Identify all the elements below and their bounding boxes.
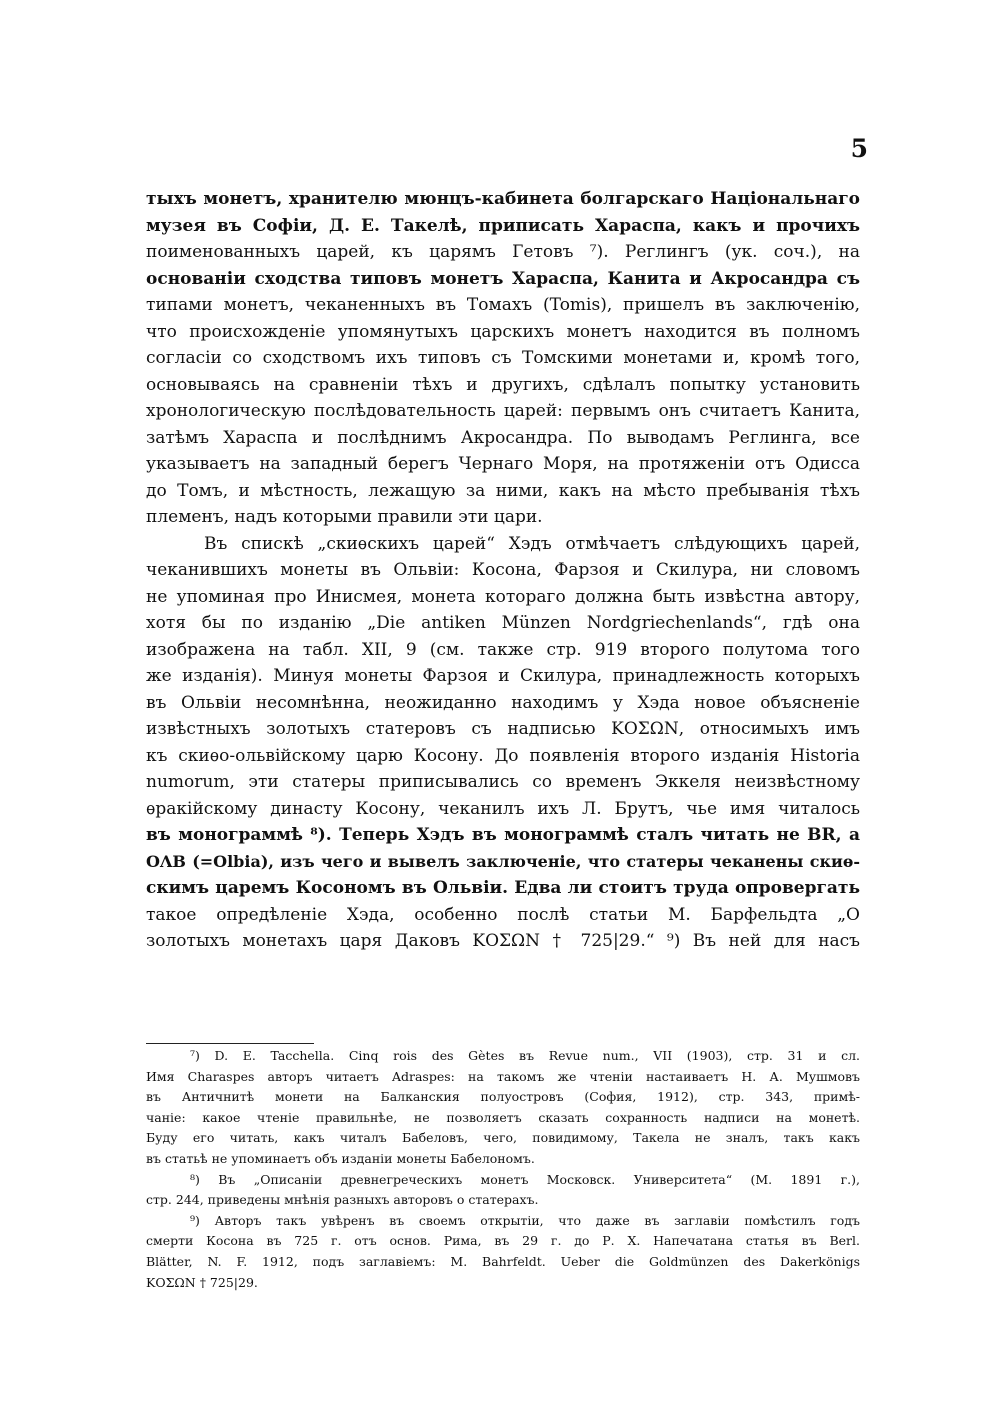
text-line: хотя бы по изданію „Die antiken Münzen Nordgriechenlands“, гдѣ она (146, 613, 860, 633)
text-line: же изданія). Минуя монеты Фарзоя и Скилура, принадлежность которыхъ (146, 666, 860, 686)
footnote-line: Blätter, N. F. 1912, подъ заглавіемъ: M. Bahrfeldt. Ueber die Goldmünzen des Dakerkönigs (146, 1253, 860, 1269)
text-line: OΛB (=Olbia), изъ чего и вывелъ заключеніе, что статеры чеканены скиѳ- (146, 851, 860, 871)
text-line: извѣстныхъ золотыхъ статеровъ съ надписью ΚΟΣΩΝ, относимыхъ имъ (146, 719, 860, 739)
footnote-line: ⁹) Авторъ такъ увѣренъ въ своемъ открытіи, что даже въ заглавіи помѣстилъ годъ (190, 1212, 860, 1228)
text-line: ѳракійскому династу Косону, чеканилъ ихъ Л. Брутъ, чье имя читалось (146, 798, 860, 819)
text-line: музея въ Софіи, Д. Е. Такелѣ, приписать Хараспа, какъ и прочихъ (146, 215, 860, 236)
footnote-separator (146, 1043, 314, 1044)
text-line: къ скиѳо-ольвійскому царю Косону. До появленія второго изданія Historia (146, 745, 860, 766)
footnote-line: чаніе: какое чтеніе правильнѣе, не позволяетъ сказать сохранность надписи на монетѣ. (146, 1109, 860, 1125)
footnote-line: смерти Косона въ 725 г. отъ основ. Рима, въ 29 г. до Р. Х. Напечатана статья въ Berl. (146, 1233, 860, 1249)
text-line: типами монетъ, чеканенныхъ въ Томахъ (Tomis), пришелъ въ заключенію, (146, 295, 860, 315)
page-number: 5 (850, 134, 868, 163)
text-line: основываясь на сравненіи тѣхъ и другихъ, сдѣлалъ попытку установить (146, 374, 860, 395)
text-line: золотыхъ монетахъ царя Даковъ ΚΟΣΩΝ † 725|29.“ ⁹) Въ ней для насъ (146, 931, 860, 951)
paragraph-end-line: племенъ, надъ которыми правили эти цари. (146, 507, 543, 527)
text-line: скимъ царемъ Косономъ въ Ольвіи. Едва ли стоитъ труда опровергать (146, 878, 860, 898)
text-line: согласіи со сходствомъ ихъ типовъ съ Томскими монетами и, кромѣ того, (146, 348, 860, 368)
footnote-line: въ статьѣ не упоминаетъ объ изданіи монеты Бабелономъ. (146, 1150, 535, 1166)
text-line: тыхъ монетъ, хранителю мюнцъ-кабинета болгарскаго Національнаго (146, 189, 860, 209)
text-line: не упоминая про Инисмея, монета котораго должна быть извѣстна автору, (146, 586, 860, 607)
text-line: въ Ольвіи несомнѣнна, неожиданно находимъ у Хэда новое объясненіе (146, 692, 860, 713)
text-line: такое опредѣленіе Хэда, особенно послѣ статьи М. Барфельдта „О (146, 904, 860, 925)
footnote-line: въ Античнитѣ монети на Балканския полуостровъ (София, 1912), стр. 343, примѣ- (146, 1089, 860, 1105)
footnote-line: ⁸) Въ „Описаніи древнегреческихъ монетъ Московск. Университета“ (М. 1891 г.), (190, 1171, 860, 1187)
paragraph-start-line: Въ спискѣ „скиѳскихъ царей“ Хэдъ отмѣчаетъ слѣдующихъ царей, (204, 533, 860, 554)
main-text (146, 186, 860, 955)
text-line: поименованныхъ царей, къ царямъ Гетовъ ⁷). Реглингъ (ук. соч.), на (146, 242, 860, 262)
text-line: до Томъ, и мѣстность, лежащую за ними, какъ на мѣсто пребыванія тѣхъ (146, 480, 860, 501)
footnote-line: Буду его читать, какъ читалъ Бабеловъ, чего, повидимому, Такела не зналъ, такъ какъ (146, 1130, 860, 1146)
text-line: что происхожденіе упомянутыхъ царскихъ монетъ находится въ полномъ (146, 321, 860, 342)
text-line: въ монограммѣ ⁸). Теперь Хэдъ въ монограммѣ сталъ читать не BR, а (146, 825, 860, 845)
footnote-line: Имя Charaspes авторъ читаетъ Adraspes: на такомъ же чтеніи настаиваетъ Н. А. Мушмовъ (146, 1068, 860, 1084)
text-line: изображена на табл. XII, 9 (см. также стр. 919 второго полутома того (146, 639, 860, 660)
text-line: указываетъ на западный берегъ Чернаго Моря, на протяженіи отъ Одисса (146, 454, 860, 474)
text-line: чеканившихъ монеты въ Ольвіи: Косона, Фарзоя и Скилура, ни словомъ (146, 560, 860, 580)
text-line: основаніи сходства типовъ монетъ Хараспа, Канита и Акросандра съ (146, 268, 860, 289)
footnote-line: стр. 244, приведены мнѣнія разныхъ авторовъ о статерахъ. (146, 1192, 539, 1208)
text-line: затѣмъ Хараспа и послѣднимъ Акросандра. По выводамъ Реглинга, все (146, 427, 860, 448)
footnote-line: ⁷) D. E. Tacchella. Cinq rois des Gètes въ Revue num., VII (1903), стр. 31 и сл. (190, 1048, 860, 1063)
footnotes (146, 1046, 860, 1293)
text-line: numorum, эти статеры приписывались со временъ Эккеля неизвѣстному (146, 772, 860, 792)
footnote-line: ΚΟΣΩΝ † 725|29. (146, 1274, 258, 1290)
text-line: хронологическую послѣдовательность царей: первымъ онъ считаетъ Канита, (146, 401, 860, 421)
